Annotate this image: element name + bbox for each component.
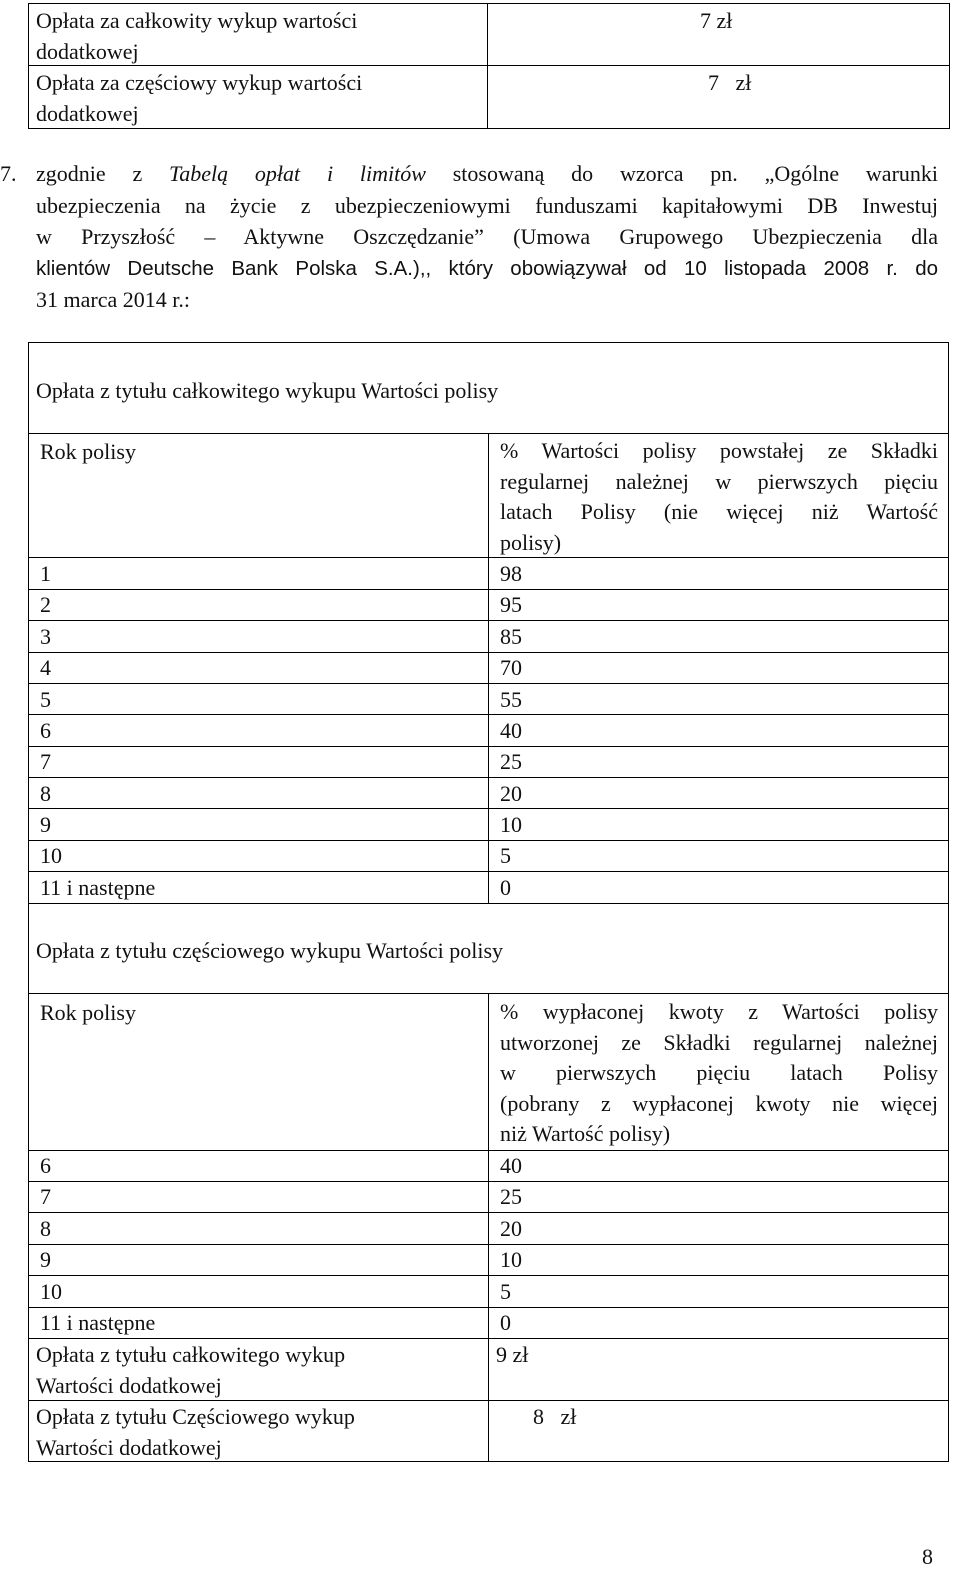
full-surrender-title: Opłata z tytułu całkowitego wykupu Wartości polisy: [36, 378, 499, 403]
partial-row-year: 8: [40, 1216, 51, 1241]
partial-row-pct: 5: [500, 1279, 511, 1304]
extra-fee-2-label-line1: Opłata z tytułu Częściowego wykup: [36, 1404, 355, 1429]
full-pct-header-line: regularnej należnej w pierwszych pięciu: [500, 468, 938, 494]
paragraph-line-2: ubezpieczenia na życie z ubezpieczeniowymi funduszami kapitałowymi DB Inwestuj: [36, 192, 938, 218]
paragraph-number: 7.: [0, 161, 17, 186]
extra-fee-1-label-line2: Wartości dodatkowej: [36, 1373, 222, 1398]
top-row-1-value: 7 zł: [700, 8, 733, 33]
partial-pct-header-line: w pierwszych pięciu latach Polisy: [500, 1060, 938, 1085]
paragraph-line-3: w Przyszłość – Aktywne Oszczędzanie” (Umowa Grupowego Ubezpieczenia dla: [36, 224, 938, 249]
top-row-1-label-line2: dodatkowej: [36, 39, 139, 64]
partial-row-pct: 10: [500, 1247, 522, 1272]
partial-row-year: 6: [40, 1153, 51, 1178]
partial-row-year: 11 i następne: [40, 1310, 156, 1335]
full-row-year: 8: [40, 781, 51, 806]
full-row-year: 5: [40, 687, 51, 712]
full-pct-header-line: % Wartości polisy powstałej ze Składki: [500, 438, 938, 463]
full-row-pct: 5: [500, 843, 511, 868]
full-row-pct: 25: [500, 749, 522, 774]
full-row-year: 3: [40, 624, 51, 649]
full-row-pct: 98: [500, 561, 522, 586]
partial-row-pct: 40: [500, 1153, 522, 1178]
full-row-year: 4: [40, 655, 51, 680]
partial-pct-header-line: (pobrany z wypłaconej kwoty nie więcej: [500, 1090, 938, 1116]
paragraph-line-1: [36, 158, 938, 190]
partial-row-pct: 20: [500, 1216, 522, 1241]
full-row-pct: 0: [500, 875, 511, 900]
full-row-year: 2: [40, 592, 51, 617]
full-col-pct-header: [500, 436, 938, 558]
top-row-2-label-line1: Opłata za częściowy wykup wartości: [36, 70, 363, 95]
partial-col-pct-header: [500, 997, 938, 1150]
full-row-pct: 55: [500, 687, 522, 712]
full-row-year: 7: [40, 749, 51, 774]
full-row-pct: 10: [500, 812, 522, 837]
paragraph-line-4: klientów Deutsche Bank Polska S.A.),, który obowiązywał od 10 listopada 2008 r. do: [36, 256, 938, 280]
extra-fee-1-value: 9 zł: [496, 1342, 529, 1367]
extra-fee-2-label-line2: Wartości dodatkowej: [36, 1435, 222, 1460]
top-row-2-value: 7 zł: [708, 70, 752, 95]
paragraph-line-1-a: zgodnie z: [36, 161, 143, 186]
full-row-year: 9: [40, 812, 51, 837]
paragraph-text: [36, 158, 938, 316]
full-row-year: 11 i następne: [40, 875, 156, 900]
partial-row-pct: 25: [500, 1184, 522, 1209]
partial-row-year: 10: [40, 1279, 62, 1304]
full-col-year-header: Rok polisy: [40, 439, 136, 464]
top-row-2-label-line2: dodatkowej: [36, 101, 139, 126]
partial-row-pct: 0: [500, 1310, 511, 1335]
full-row-pct: 40: [500, 718, 522, 743]
paragraph-line-5: 31 marca 2014 r.:: [36, 287, 190, 312]
paragraph-line-1-b: stosowaną do wzorca pn. „Ogólne warunki: [452, 161, 939, 186]
full-row-pct: 20: [500, 781, 522, 806]
partial-col-year-header: Rok polisy: [40, 1000, 136, 1025]
full-row-year: 1: [40, 561, 51, 586]
partial-pct-header-line: % wypłaconej kwoty z Wartości polisy: [500, 999, 938, 1024]
full-row-pct: 85: [500, 624, 522, 649]
full-row-year: 10: [40, 843, 62, 868]
full-row-year: 6: [40, 718, 51, 743]
partial-surrender-title: Opłata z tytułu częściowego wykupu Wartości polisy: [36, 938, 504, 963]
full-pct-header-line: latach Polisy (nie więcej niż Wartość: [500, 499, 938, 524]
full-pct-header-line: polisy): [500, 529, 562, 555]
top-row-1-label-line1: Opłata za całkowity wykup wartości: [36, 8, 358, 33]
extra-fee-2-value: 8 zł: [533, 1404, 577, 1429]
partial-row-year: 9: [40, 1247, 51, 1272]
full-row-pct: 70: [500, 655, 522, 680]
page-number: 8: [922, 1544, 933, 1569]
partial-pct-header-line: niż Wartość polisy): [500, 1121, 671, 1146]
partial-pct-header-line: utworzonej ze Składki regularnej należnej: [500, 1029, 938, 1055]
paragraph-line-1-italic: Tabelą opłat i limitów: [169, 161, 426, 186]
partial-row-year: 7: [40, 1184, 51, 1209]
full-row-pct: 95: [500, 592, 522, 617]
extra-fee-1-label-line1: Opłata z tytułu całkowitego wykup: [36, 1342, 346, 1367]
